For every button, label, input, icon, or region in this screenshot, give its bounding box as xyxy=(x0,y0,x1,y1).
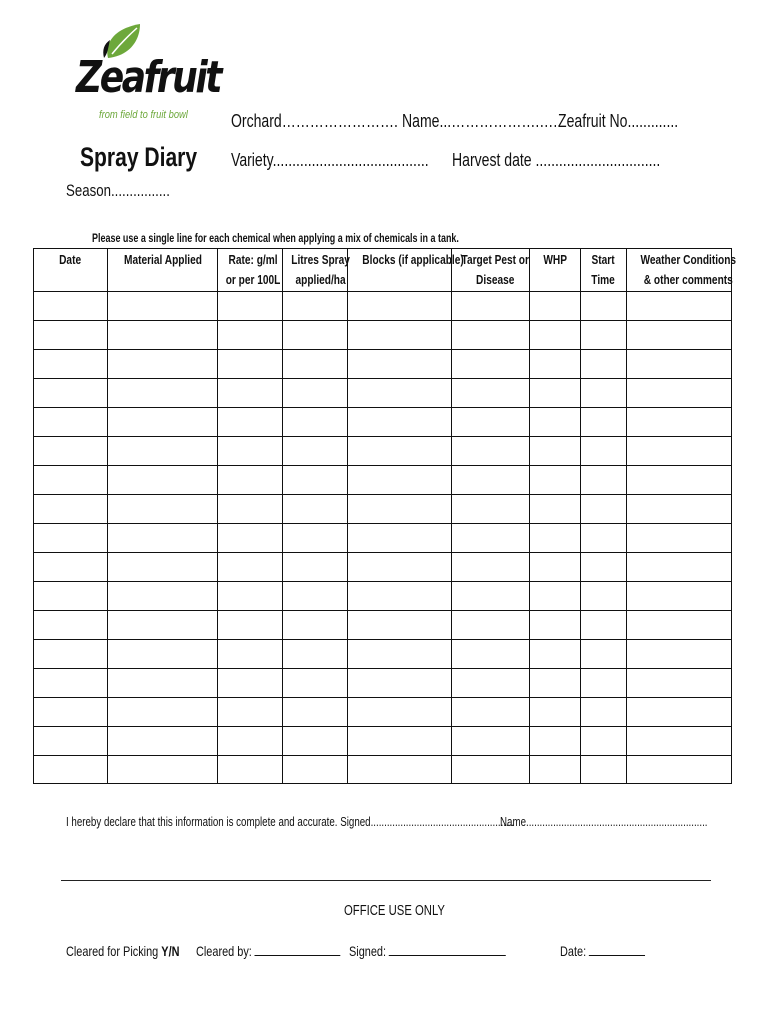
table-row xyxy=(34,495,732,524)
table-cell[interactable] xyxy=(348,379,452,408)
table-cell[interactable] xyxy=(581,553,627,582)
table-cell[interactable] xyxy=(627,495,732,524)
table-cell[interactable] xyxy=(218,756,283,784)
table-row xyxy=(34,408,732,437)
table-row xyxy=(34,611,732,640)
table-cell[interactable] xyxy=(530,582,581,611)
table-cell[interactable] xyxy=(348,553,452,582)
table-cell[interactable] xyxy=(34,727,108,756)
column-header: WHP xyxy=(530,249,581,292)
table-cell[interactable] xyxy=(34,495,108,524)
table-cell[interactable] xyxy=(108,321,218,350)
zeafruit-logo xyxy=(74,20,221,128)
table-cell[interactable] xyxy=(530,640,581,669)
table-cell[interactable] xyxy=(218,466,283,495)
table-cell[interactable] xyxy=(283,408,348,437)
table-cell[interactable] xyxy=(218,437,283,466)
table-cell[interactable] xyxy=(108,611,218,640)
table-cell[interactable] xyxy=(452,321,530,350)
table-cell[interactable] xyxy=(283,727,348,756)
table-cell[interactable] xyxy=(348,611,452,640)
table-cell[interactable] xyxy=(452,495,530,524)
table-cell[interactable] xyxy=(34,756,108,784)
table-cell[interactable] xyxy=(283,524,348,553)
table-cell[interactable] xyxy=(530,524,581,553)
table-cell[interactable] xyxy=(218,698,283,727)
table-cell[interactable] xyxy=(581,408,627,437)
table-cell[interactable] xyxy=(581,698,627,727)
table-cell[interactable] xyxy=(627,756,732,784)
table-header-row xyxy=(34,249,732,292)
table-cell[interactable] xyxy=(530,408,581,437)
table-cell[interactable] xyxy=(108,495,218,524)
table-cell[interactable] xyxy=(34,640,108,669)
table-cell[interactable] xyxy=(581,379,627,408)
table-cell[interactable] xyxy=(530,292,581,321)
orchard-field[interactable]: Orchard……………………. xyxy=(231,111,398,131)
table-cell[interactable] xyxy=(283,611,348,640)
table-cell[interactable] xyxy=(581,756,627,784)
table-cell[interactable] xyxy=(348,350,452,379)
table-cell[interactable] xyxy=(283,495,348,524)
table-cell[interactable] xyxy=(452,553,530,582)
table-cell[interactable] xyxy=(34,698,108,727)
declaration-name-field[interactable]: Name................................................................... xyxy=(500,815,708,829)
column-header: Weather Conditions & other comments xyxy=(627,249,732,292)
table-cell[interactable] xyxy=(530,611,581,640)
table-cell[interactable] xyxy=(34,582,108,611)
table-cell[interactable] xyxy=(627,582,732,611)
table-row xyxy=(34,321,732,350)
table-cell[interactable] xyxy=(627,437,732,466)
office-use-heading: OFFICE USE ONLY xyxy=(344,903,445,919)
table-cell[interactable] xyxy=(283,321,348,350)
date-field[interactable]: Date: xyxy=(560,943,669,959)
table-row xyxy=(34,640,732,669)
table-cell[interactable] xyxy=(452,466,530,495)
table-cell[interactable] xyxy=(627,611,732,640)
table-cell[interactable] xyxy=(34,669,108,698)
table-cell[interactable] xyxy=(34,321,108,350)
table-cell[interactable] xyxy=(452,727,530,756)
table-cell[interactable] xyxy=(283,640,348,669)
table-cell[interactable] xyxy=(348,408,452,437)
table-cell[interactable] xyxy=(452,582,530,611)
table-cell[interactable] xyxy=(108,379,218,408)
column-header: Material Applied xyxy=(108,249,218,292)
table-cell[interactable] xyxy=(452,698,530,727)
table-cell[interactable] xyxy=(627,321,732,350)
table-cell[interactable] xyxy=(452,408,530,437)
table-cell[interactable] xyxy=(348,495,452,524)
table-cell[interactable] xyxy=(218,524,283,553)
table-cell[interactable] xyxy=(283,466,348,495)
table-cell[interactable] xyxy=(348,698,452,727)
table-cell[interactable] xyxy=(530,466,581,495)
table-row xyxy=(34,669,732,698)
table-cell[interactable] xyxy=(530,553,581,582)
table-cell[interactable] xyxy=(34,408,108,437)
table-cell[interactable] xyxy=(283,756,348,784)
table-cell[interactable] xyxy=(218,727,283,756)
table-cell[interactable] xyxy=(530,756,581,784)
table-cell[interactable] xyxy=(283,582,348,611)
table-cell[interactable] xyxy=(530,321,581,350)
table-row xyxy=(34,466,732,495)
brand-wordmark: Zeafruit xyxy=(76,52,221,103)
table-cell[interactable] xyxy=(34,292,108,321)
table-cell[interactable] xyxy=(283,437,348,466)
table-cell[interactable] xyxy=(581,669,627,698)
table-row xyxy=(34,524,732,553)
table-cell[interactable] xyxy=(218,611,283,640)
column-header: Date xyxy=(34,249,108,292)
table-cell[interactable] xyxy=(283,350,348,379)
table-row xyxy=(34,350,732,379)
table-cell[interactable] xyxy=(34,553,108,582)
table-cell[interactable] xyxy=(348,292,452,321)
column-header: Rate: g/ml or per 100L xyxy=(218,249,283,292)
table-cell[interactable] xyxy=(218,582,283,611)
table-cell[interactable] xyxy=(627,466,732,495)
cleared-for-picking-field[interactable]: Cleared for Picking Y/N xyxy=(66,943,180,959)
table-cell[interactable] xyxy=(627,524,732,553)
table-cell[interactable] xyxy=(348,582,452,611)
column-header: Blocks (if applicable) xyxy=(348,249,452,292)
table-row xyxy=(34,698,732,727)
table-cell[interactable] xyxy=(218,379,283,408)
table-cell[interactable] xyxy=(452,756,530,784)
table-cell[interactable] xyxy=(218,292,283,321)
table-cell[interactable] xyxy=(452,640,530,669)
table-cell[interactable] xyxy=(581,321,627,350)
table-cell[interactable] xyxy=(581,466,627,495)
table-cell[interactable] xyxy=(108,640,218,669)
table-cell[interactable] xyxy=(581,292,627,321)
table-cell[interactable] xyxy=(34,350,108,379)
table-cell[interactable] xyxy=(627,669,732,698)
table-cell[interactable] xyxy=(348,437,452,466)
table-cell[interactable] xyxy=(283,292,348,321)
table-cell[interactable] xyxy=(452,669,530,698)
table-cell[interactable] xyxy=(530,350,581,379)
table-cell[interactable] xyxy=(34,379,108,408)
table-cell[interactable] xyxy=(108,437,218,466)
table-cell[interactable] xyxy=(530,727,581,756)
table-cell[interactable] xyxy=(218,669,283,698)
signed-field[interactable]: Signed: xyxy=(349,943,550,959)
table-cell[interactable] xyxy=(452,611,530,640)
table-cell[interactable] xyxy=(218,495,283,524)
table-cell[interactable] xyxy=(108,698,218,727)
name-field[interactable]: Name...……………….….. xyxy=(402,111,562,131)
table-cell[interactable] xyxy=(283,698,348,727)
column-header: Target Pest or Disease xyxy=(452,249,530,292)
table-cell[interactable] xyxy=(581,524,627,553)
table-cell[interactable] xyxy=(627,292,732,321)
table-cell[interactable] xyxy=(34,611,108,640)
table-cell[interactable] xyxy=(108,582,218,611)
table-cell[interactable] xyxy=(452,524,530,553)
table-cell[interactable] xyxy=(348,466,452,495)
page-title: Spray Diary xyxy=(80,142,198,172)
table-cell[interactable] xyxy=(218,321,283,350)
table-cell[interactable] xyxy=(34,437,108,466)
table-cell[interactable] xyxy=(283,379,348,408)
table-cell[interactable] xyxy=(452,437,530,466)
table-cell[interactable] xyxy=(283,553,348,582)
table-cell[interactable] xyxy=(218,350,283,379)
table-cell[interactable] xyxy=(581,582,627,611)
table-cell[interactable] xyxy=(34,524,108,553)
harvest-date-field[interactable]: Harvest date ................................ xyxy=(452,150,661,170)
table-cell[interactable] xyxy=(108,292,218,321)
table-cell[interactable] xyxy=(348,321,452,350)
zeafruit-number-field[interactable]: Zeafruit No............. xyxy=(558,111,679,131)
table-cell[interactable] xyxy=(283,669,348,698)
table-cell[interactable] xyxy=(627,553,732,582)
table-cell[interactable] xyxy=(348,640,452,669)
table-row xyxy=(34,727,732,756)
table-cell[interactable] xyxy=(452,292,530,321)
table-cell[interactable] xyxy=(581,727,627,756)
table-cell[interactable] xyxy=(108,553,218,582)
season-field[interactable]: Season................ xyxy=(66,181,170,200)
table-cell[interactable] xyxy=(530,379,581,408)
table-cell[interactable] xyxy=(627,379,732,408)
table-cell[interactable] xyxy=(581,611,627,640)
table-cell[interactable] xyxy=(530,495,581,524)
table-cell[interactable] xyxy=(627,350,732,379)
table-cell[interactable] xyxy=(108,756,218,784)
cleared-by-field[interactable]: Cleared by: xyxy=(196,943,381,959)
table-cell[interactable] xyxy=(108,466,218,495)
table-cell[interactable] xyxy=(530,698,581,727)
table-cell[interactable] xyxy=(348,524,452,553)
table-row xyxy=(34,756,732,784)
table-cell[interactable] xyxy=(348,756,452,784)
table-cell[interactable] xyxy=(108,727,218,756)
table-cell[interactable] xyxy=(452,379,530,408)
divider xyxy=(61,880,711,881)
table-cell[interactable] xyxy=(108,524,218,553)
table-row xyxy=(34,582,732,611)
column-header: Litres Spray applied/ha xyxy=(283,249,348,292)
table-cell[interactable] xyxy=(530,669,581,698)
table-cell[interactable] xyxy=(452,350,530,379)
table-cell[interactable] xyxy=(627,727,732,756)
table-cell[interactable] xyxy=(218,640,283,669)
table-row xyxy=(34,292,732,321)
table-row xyxy=(34,379,732,408)
table-cell[interactable] xyxy=(348,727,452,756)
brand-tagline: from field to fruit bowl xyxy=(99,109,188,121)
table-cell[interactable] xyxy=(581,437,627,466)
table-cell[interactable] xyxy=(627,698,732,727)
table-cell[interactable] xyxy=(218,553,283,582)
table-cell[interactable] xyxy=(581,640,627,669)
declaration-statement[interactable]: I hereby declare that this information is complete and accurate. Signed..................................................... xyxy=(66,815,515,829)
table-cell[interactable] xyxy=(627,640,732,669)
instruction-note: Please use a single line for each chemical when applying a mix of chemicals in a tank. xyxy=(92,233,459,245)
column-header: Start Time xyxy=(581,249,627,292)
spray-table xyxy=(33,248,737,784)
table-cell[interactable] xyxy=(581,350,627,379)
table-cell[interactable] xyxy=(34,466,108,495)
table-cell[interactable] xyxy=(581,495,627,524)
table-row xyxy=(34,437,732,466)
table-cell[interactable] xyxy=(108,669,218,698)
table-row xyxy=(34,553,732,582)
table-cell[interactable] xyxy=(348,669,452,698)
table-cell[interactable] xyxy=(627,408,732,437)
variety-field[interactable]: Variety........................................ xyxy=(231,150,429,170)
table-cell[interactable] xyxy=(530,437,581,466)
table-cell[interactable] xyxy=(218,408,283,437)
yes-no-option[interactable]: Y/N xyxy=(161,943,180,959)
table-cell[interactable] xyxy=(108,408,218,437)
table-cell[interactable] xyxy=(108,350,218,379)
